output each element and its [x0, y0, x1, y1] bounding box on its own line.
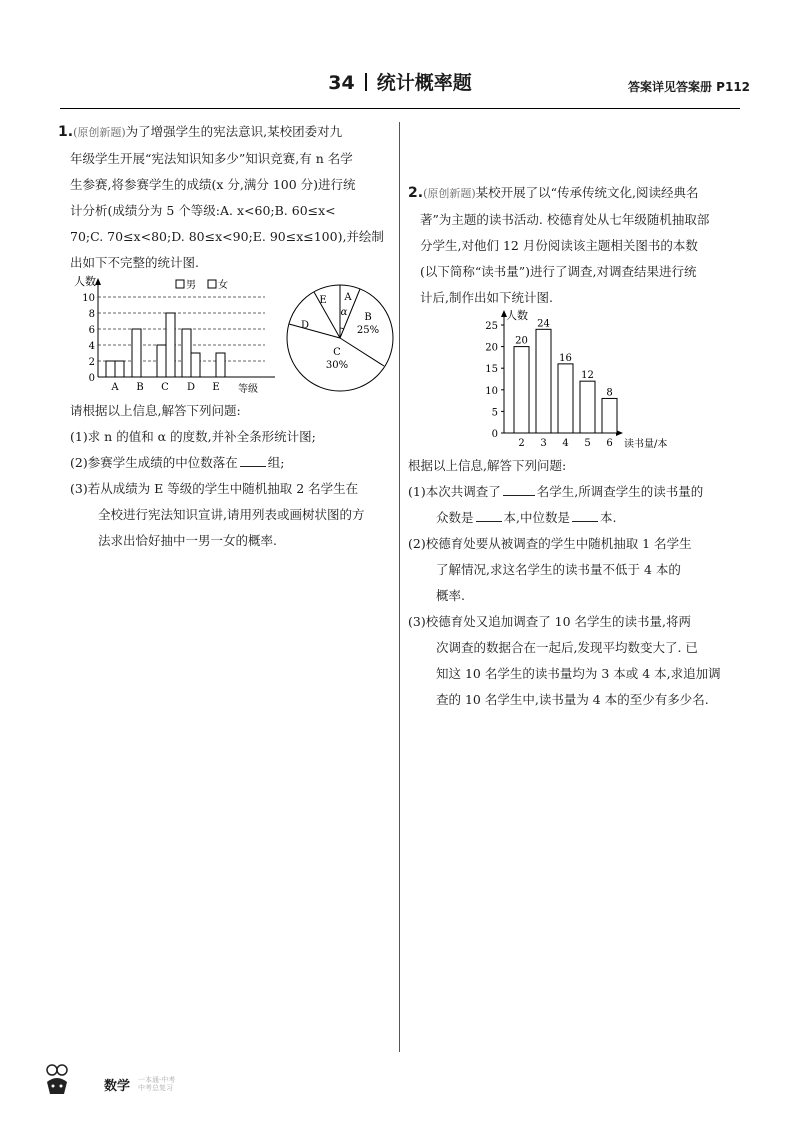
q2-ytick-label: 20: [485, 342, 498, 354]
answer-blank[interactable]: [476, 509, 502, 522]
q1-number: 1.: [58, 124, 74, 140]
q1-bar-b-male: [132, 329, 141, 377]
q1-ylabel: 人数: [74, 275, 96, 288]
pie-value-c: 30%: [325, 360, 349, 371]
q2-part3-line: 次调查的数据合在一起后,发现平均数变大了. 已: [436, 640, 698, 655]
q1-bar-e-female: [216, 353, 225, 377]
q1-bar-c-male: [157, 345, 166, 377]
q2-line: 计后,制作出如下统计图.: [420, 290, 553, 305]
q2-part2-line: 概率.: [436, 588, 465, 603]
q2-xtick-label: 6: [606, 438, 613, 449]
header-rule: [60, 108, 740, 109]
column-divider: [399, 122, 400, 1052]
q2-part1-text: (1)本次共调查了: [408, 484, 501, 499]
q1-xtick: D: [186, 382, 196, 393]
q2-part1-text: 本,中位数是: [503, 510, 570, 525]
q1-part3-line: 全校进行宪法知识宣讲,请用列表或画树状图的方: [98, 507, 365, 522]
q2-bar: [602, 398, 617, 433]
section-title: 统计概率题: [376, 72, 472, 94]
q2-part1-line1: [408, 479, 748, 505]
q2-line: 著”为主题的读书活动. 校德育处从七年级随机抽取部: [420, 212, 710, 227]
q1-part1: (1)求 n 的值和 α 的度数,并补全条形统计图;: [70, 429, 316, 444]
q2-line: (以下简称“读书量”)进行了调查,对调查结果进行统: [420, 264, 697, 279]
q2-prompt: 根据以上信息,解答下列问题:: [408, 458, 567, 473]
q2-tag: (原创新题): [423, 187, 476, 200]
mascot-icon: [42, 1062, 72, 1098]
q2-part2-line: 了解情况,求这名学生的读书量不低于 4 本的: [436, 562, 681, 577]
answer-blank[interactable]: [240, 454, 266, 467]
pie-label-a: A: [344, 292, 352, 303]
q2-part1-text: 众数是: [436, 510, 474, 525]
q2-xtick-label: 5: [584, 438, 591, 449]
q1-pie-chart: [280, 278, 400, 398]
q2-bar-chart: [470, 305, 690, 455]
answer-blank[interactable]: [572, 509, 598, 522]
q2-xlabel: 读书量/本: [624, 439, 668, 450]
q2-ylabel: 人数: [506, 309, 528, 322]
q1-ytick: 4: [88, 341, 95, 352]
q2-bar: [580, 381, 595, 433]
q1-ytick: 10: [82, 293, 95, 304]
section-number: 34: [328, 72, 355, 94]
legend-female-label: 女: [218, 280, 228, 291]
q1-bar-d-male: [182, 329, 191, 377]
q2-line: 某校开展了以“传承传统文化,阅读经典名: [475, 185, 699, 200]
q1-xtick: E: [212, 382, 220, 393]
q2-ytick-label: 0: [491, 429, 498, 440]
q1-bar-c-female: [166, 313, 175, 377]
q2-questions: [408, 453, 748, 713]
q1-bar-d-female: [191, 353, 200, 377]
q2-xtick-label: 3: [540, 438, 547, 449]
footer-small-line: 中考总复习: [138, 1084, 173, 1092]
q1-line: 70;C. 70≤x<80;D. 80≤x<90;E. 90≤x≤100),并绘制: [70, 229, 384, 244]
pie-label-b: B: [364, 312, 372, 323]
q1-bar-a-female: [115, 361, 124, 377]
footer-subject: 数学: [104, 1079, 131, 1094]
title-divider: [365, 73, 367, 91]
q2-intro: [408, 180, 748, 311]
q1-ytick: 2: [88, 357, 95, 368]
q2-bar: [514, 347, 529, 433]
q2-part1-text: 名学生,所调查学生的读书量的: [536, 484, 704, 499]
q1-part3-line: 法求出恰好抽中一男一女的概率.: [98, 533, 277, 548]
q1-ytick: 6: [88, 325, 95, 336]
q1-xtick: C: [161, 382, 169, 393]
q1-part2-text: (2)参赛学生成绩的中位数落在: [70, 455, 238, 470]
q2-part2: (2)校德育处要从被调查的学生中随机抽取 1 名学生: [408, 536, 692, 551]
q2-part3-line: 知这 10 名学生的读书量均为 3 本或 4 本,求追加调: [436, 666, 721, 681]
q2-bar: [558, 364, 573, 433]
q2-xtick-label: 4: [562, 438, 569, 449]
answer-reference: 答案详见答案册 P112: [628, 80, 751, 94]
q2-number: 2.: [408, 185, 424, 201]
pie-label-c: C: [333, 347, 341, 358]
q2-ytick-label: 25: [485, 321, 498, 332]
q1-questions: [70, 398, 400, 554]
q1-intro: [58, 119, 398, 276]
q1-xtick: B: [136, 382, 144, 393]
q2-bar-value: 8: [606, 387, 613, 399]
q1-ytick: 8: [88, 309, 95, 320]
q2-bar-value: 20: [515, 335, 528, 347]
q1-part3: (3)若从成绩为 E 等级的学生中随机抽取 2 名学生在: [70, 481, 359, 496]
q2-part1-line2: [408, 505, 748, 531]
q1-prompt: 请根据以上信息,解答下列问题:: [70, 403, 241, 418]
q2-bar: [536, 329, 551, 433]
q2-xtick-label: 2: [518, 438, 525, 449]
q1-ytick: 0: [88, 373, 95, 384]
q2-ytick-label: 5: [491, 407, 498, 419]
q1-part2-text: 组;: [267, 455, 285, 470]
q1-line: 出如下不完整的统计图.: [70, 255, 199, 270]
q1-xtick: A: [111, 382, 119, 393]
q2-part3: (3)校德育处又追加调查了 10 名学生的读书量,将两: [408, 614, 692, 629]
q2-part1-text: 本.: [600, 510, 617, 525]
legend-female-swatch: [208, 280, 216, 288]
q2-ytick-label: 15: [485, 364, 498, 376]
q2-part3-line: 查的 10 名学生中,读书量为 4 本的至少有多少名.: [436, 692, 709, 707]
answer-blank[interactable]: [503, 483, 535, 496]
q2-ytick-label: 10: [485, 385, 498, 397]
pie-label-e: E: [319, 295, 327, 306]
q1-bar-a-male: [106, 361, 115, 377]
q2-bar-value: 12: [581, 370, 594, 382]
pie-label-d: D: [300, 320, 310, 331]
q1-part2: [70, 450, 400, 476]
q1-xlabel: 等级: [238, 384, 258, 395]
q2-line: 分学生,对他们 12 月份阅读该主题相关图书的本数: [420, 238, 698, 253]
q1-line: 生参赛,将参赛学生的成绩(x 分,满分 100 分)进行统: [70, 177, 356, 192]
footer-small-text: [138, 1076, 175, 1092]
footer-small-line: 一本通·中考: [138, 1076, 176, 1084]
q2-bar-value: 16: [559, 352, 572, 364]
q1-line: 为了增强学生的宪法意识,某校团委对九: [125, 124, 343, 139]
q2-bar-value: 24: [537, 318, 550, 330]
q1-bar-chart: [70, 275, 280, 395]
pie-alpha: α: [340, 307, 348, 318]
q1-line: 计分析(成绩分为 5 个等级:A. x<60;B. 60≤x<: [70, 203, 336, 218]
q1-tag: (原创新题): [73, 126, 126, 139]
legend-male-swatch: [176, 280, 184, 288]
legend-male-label: 男: [186, 280, 196, 291]
q1-line: 年级学生开展“宪法知识知多少”知识竞赛,有 n 名学: [70, 151, 353, 166]
pie-value-b: 25%: [356, 325, 380, 336]
